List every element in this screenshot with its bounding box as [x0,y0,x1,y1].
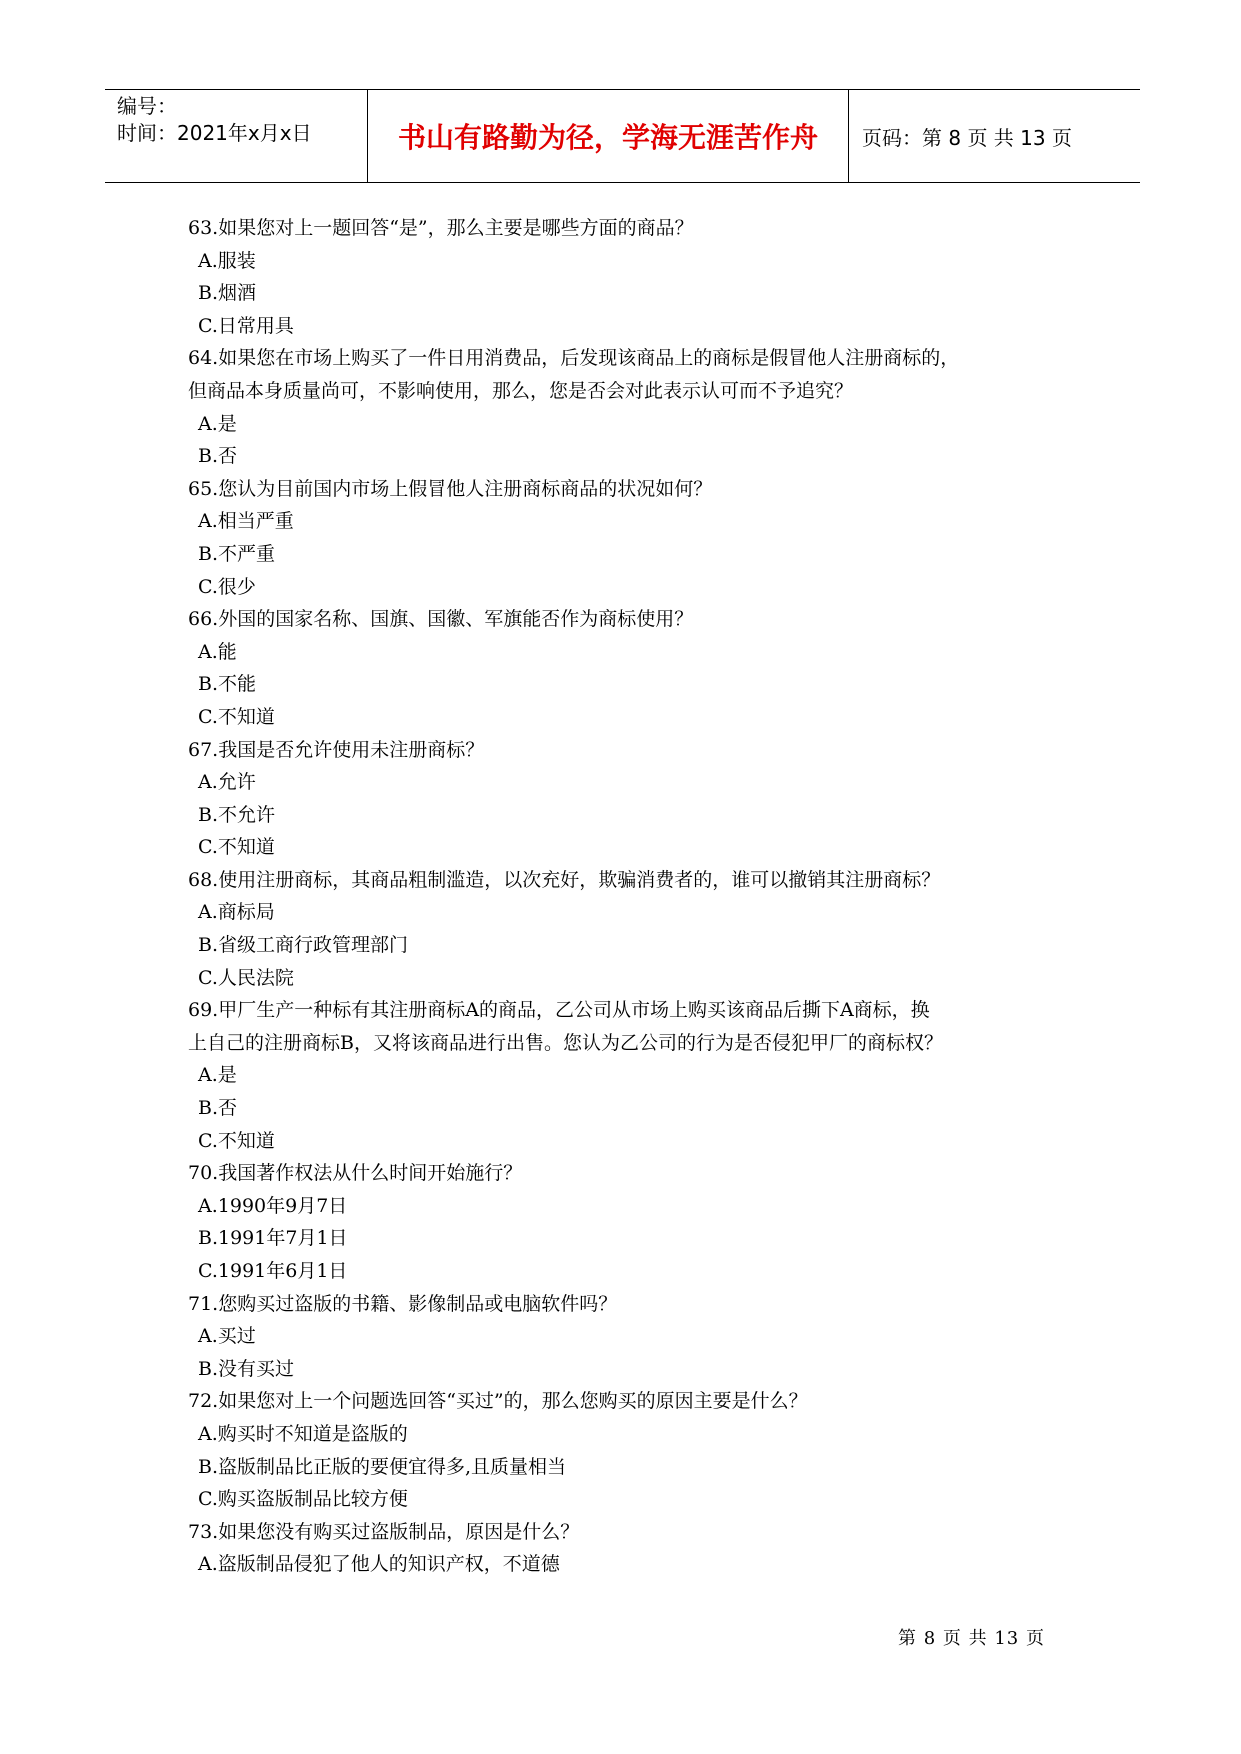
question-text: 但商品本身质量尚可，不影响使用，那么，您是否会对此表示认可而不予追究？ [188,379,854,402]
question-text: 64.如果您在市场上购买了一件日用消费品，后发现该商品上的商标是假冒他人注册商标的， [188,347,960,370]
answer-option: C.购买盗版制品比较方便 [198,1488,408,1511]
answer-option: B.1991年7月1日 [198,1227,348,1250]
answer-option: A.是 [198,1064,237,1087]
answer-option: C.1991年6月1日 [198,1260,348,1282]
answer-option: A.相当严重 [198,510,294,533]
answer-option: A.服装 [198,249,256,272]
answer-option: C.不知道 [198,1129,275,1152]
page-header [105,89,1140,183]
header-motto: 书山有路勤为径，学海无涯苦作舟 [397,121,818,154]
question-text: 69.甲厂生产一种标有其注册商标A的商品，乙公司从市场上购买该商品后撕下A商标，换 [188,999,930,1022]
question-text: 66.外国的国家名称、国旗、国徽、军旗能否作为商标使用？ [188,608,694,631]
header-meta-cell [105,90,368,182]
answer-option: B.不严重 [198,542,276,565]
question-text: 70.我国著作权法从什么时间开始施行？ [188,1162,523,1185]
answer-option: A.1990年9月7日 [198,1194,348,1217]
header-page-info: 页码：第 8 页 共 13 页 [862,125,1072,150]
answer-option: B.省级工商行政管理部门 [198,934,409,957]
header-page-cell [850,90,1140,182]
header-motto-cell [368,90,849,182]
answer-option: C.很少 [198,575,256,598]
answer-option: B.否 [198,445,238,468]
answer-option: B.没有买过 [198,1357,295,1380]
answer-option: A.盗版制品侵犯了他人的知识产权，不道德 [198,1553,560,1576]
answer-option: B.烟酒 [198,282,257,305]
question-text: 73.如果您没有购买过盗版制品，原因是什么？ [188,1520,580,1543]
document-time-label: 时间：2021年x月x日 [117,121,312,145]
answer-option: A.商标局 [198,901,275,924]
question-text: 上自己的注册商标B，又将该商品进行出售。您认为乙公司的行为是否侵犯甲厂的商标权？ [188,1031,943,1054]
answer-option: B.否 [198,1097,238,1120]
answer-option: C.不知道 [198,836,275,859]
document-code-label: 编号： [117,94,177,118]
page-footer: 第 8 页 共 13 页 [898,1628,1045,1649]
answer-option: A.买过 [198,1325,256,1348]
answer-option: A.是 [198,412,237,435]
answer-option: A.允许 [198,771,256,794]
answer-option: B.不允许 [198,803,276,826]
question-text: 67.我国是否允许使用未注册商标？ [188,738,485,761]
answer-option: A.购买时不知道是盗版的 [198,1422,408,1445]
question-text: 71.您购买过盗版的书籍、影像制品或电脑软件吗？ [188,1292,618,1315]
questionnaire-body [188,212,1068,1581]
answer-option: C.日常用具 [198,314,294,337]
answer-option: C.不知道 [198,705,275,728]
answer-option: C.人民法院 [198,966,294,989]
question-text: 72.如果您对上一个问题选回答“买过”的，那么您购买的原因主要是什么？ [188,1390,808,1413]
answer-option: B.不能 [198,673,257,696]
answer-option: B.盗版制品比正版的要便宜得多,且质量相当 [198,1455,567,1478]
answer-option: A.能 [198,640,237,663]
question-text: 65.您认为目前国内市场上假冒他人注册商标商品的状况如何？ [188,477,713,500]
question-text: 68.使用注册商标，其商品粗制滥造，以次充好，欺骗消费者的，谁可以撤销其注册商标？ [188,868,941,891]
question-text: 63.如果您对上一题回答“是”，那么主要是哪些方面的商品？ [188,217,694,239]
